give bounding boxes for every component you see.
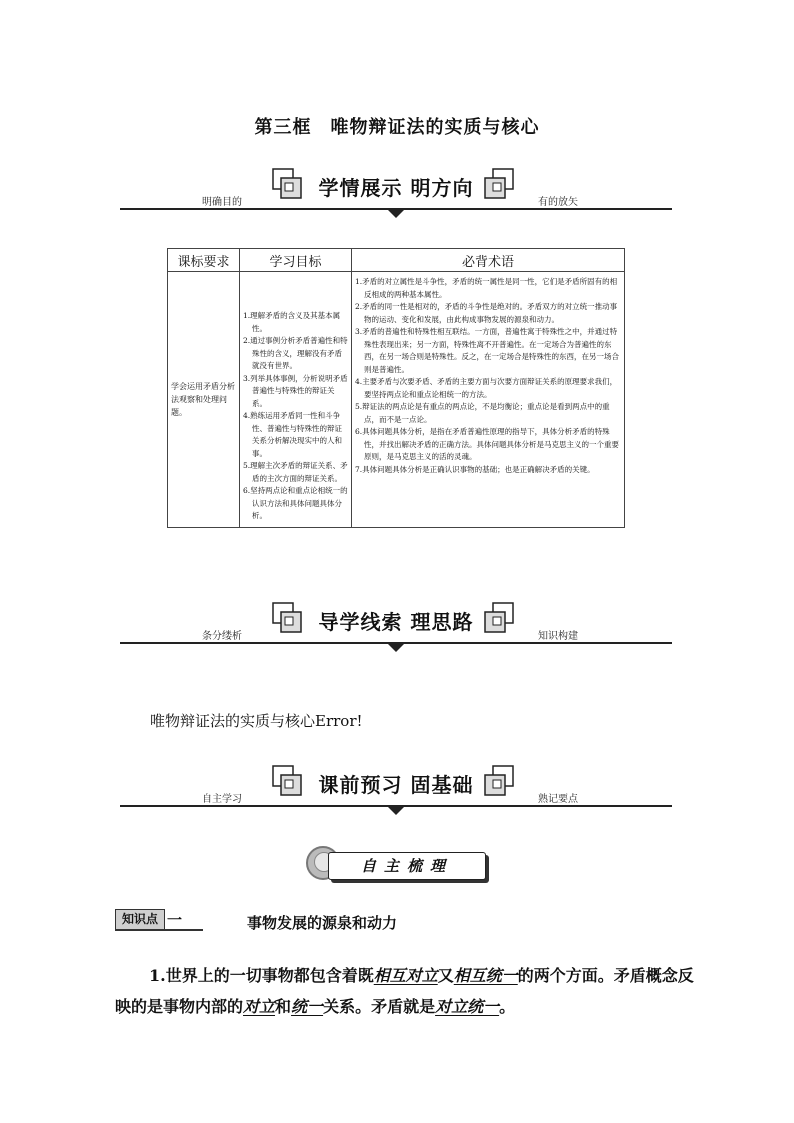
banner-left-note: 自主学习: [202, 794, 242, 805]
banner-left-note: 明确目的: [202, 197, 242, 208]
down-triangle-icon: [387, 643, 405, 652]
goals-cell: [240, 272, 352, 528]
goal-item: 6.坚持两点论和重点论相统一的认识方法和具体问题具体分析。: [243, 486, 348, 520]
page-title: 第三框 唯物辩证法的实质与核心: [254, 117, 540, 138]
term-item: 2.矛盾的同一性是相对的，矛盾的斗争性是绝对的。矛盾双方的对立统一推动事物的运动、变化和发展，由此构成事物发展的源泉和动力。: [355, 302, 618, 324]
paragraph-text: 和: [275, 997, 292, 1016]
section-banner-2: [120, 604, 672, 664]
goal-item: 2.通过事例分析矛盾普遍性和特殊性的含义，理解没有矛盾就没有世界。: [243, 336, 348, 370]
term-item: 3.矛盾的普遍性和特殊性相互联结。一方面，普遍性寓于特殊性之中，并通过特殊性表现出来；另一方面，特殊性离不开普遍性。在一定场合为普遍性的东西，在另一场合则是特殊性。反之，在一定场合是特殊性的东西，在另一场合则是普遍性。: [355, 327, 619, 374]
section-pill-label: 自主梳理: [328, 852, 486, 880]
table-header-row: [168, 249, 625, 272]
section-banner-3: [120, 767, 672, 827]
banner-heading: 课前预习 固基础: [318, 773, 474, 797]
paragraph-text: 世界上的一切事物都包含着既: [165, 966, 374, 985]
down-triangle-icon: [387, 209, 405, 218]
goals-table: [167, 248, 625, 528]
banner-right-note: 知识构建: [538, 631, 578, 642]
stacked-squares-icon: [482, 166, 516, 202]
banner-right-note: 有的放矢: [538, 197, 578, 208]
fill-blank-answer: 对立统一: [435, 997, 500, 1016]
section-banner-1: [120, 170, 672, 230]
banner-right-note: 熟记要点: [538, 794, 578, 805]
fill-blank-answer: 相互统一: [453, 966, 518, 985]
knowledge-point-label: 知识点: [115, 909, 165, 930]
paragraph: [115, 960, 695, 1022]
requirement-cell: 学会运用矛盾分析法观察和处理问题。: [168, 272, 240, 528]
down-triangle-icon: [387, 806, 405, 815]
term-item: 7.具体问题具体分析是正确认识事物的基础；也是正确解决矛盾的关键。: [355, 464, 595, 474]
fill-blank-answer: 对立: [243, 997, 276, 1016]
section-pill: [306, 846, 488, 884]
term-item: 5.辩证法的两点论是有重点的两点论，不是均衡论；重点论是看到两点中的重点，而不是一点论。: [355, 402, 610, 424]
goal-item: 4.熟练运用矛盾同一性和斗争性、普遍性与特殊性的辩证关系分析解决现实中的人和事。: [243, 411, 342, 458]
term-item: 1.矛盾的对立属性是斗争性，矛盾的统一属性是同一性，它们是矛盾所固有的相反相成的两种基本属性。: [355, 277, 618, 299]
table-header: 课标要求: [168, 249, 240, 272]
stacked-squares-icon: [482, 600, 516, 636]
table-header: 学习目标: [240, 249, 352, 272]
paragraph-text: 的两个方面。矛盾概念反映的是事物内部的: [115, 966, 694, 1016]
paragraph-text: 关系。矛盾就是: [323, 997, 436, 1016]
fill-blank-answer: 相互对立: [373, 966, 438, 985]
term-item: 4.主要矛盾与次要矛盾、矛盾的主要方面与次要方面辩证关系的原理要求我们，要坚持两点论和重点论相统一的方法。: [355, 377, 618, 399]
table-header: 必背术语: [352, 249, 625, 272]
fill-blank-answer: 统一: [291, 997, 324, 1016]
knowledge-point-tag: [115, 909, 182, 929]
knowledge-point-title: 事物发展的源泉和动力: [247, 914, 398, 932]
paragraph-text: 。: [499, 997, 516, 1016]
goal-item: 3.列举具体事例，分析说明矛盾普遍性与特殊性的辩证关系。: [243, 373, 348, 408]
paragraph-number: 1.: [149, 966, 166, 985]
goal-item: 5.理解主次矛盾的辩证关系、矛盾的主次方面的辩证关系。: [243, 461, 348, 483]
paragraph-text: 又: [437, 966, 454, 985]
banner-heading: 导学线索 理思路: [318, 610, 474, 634]
goal-item: 1.理解矛盾的含义及其基本属性。: [243, 311, 341, 333]
term-item: 6.具体问题具体分析，是指在矛盾普遍性原理的指导下，具体分析矛盾的特殊性，并找出解决矛盾的正确方法。具体问题具体分析是马克思主义的一个重要原则，是马克思主义的活的灵魂。: [355, 427, 619, 461]
summary-line: 唯物辩证法的实质与核心Error!: [150, 712, 363, 730]
knowledge-point-number: 一: [167, 911, 183, 929]
banner-left-note: 条分缕析: [202, 631, 242, 642]
banner-heading: 学情展示 明方向: [318, 176, 474, 200]
table-row: [168, 272, 625, 528]
tag-underline: [115, 929, 203, 931]
stacked-squares-icon: [482, 763, 516, 799]
terms-cell: [352, 272, 625, 528]
